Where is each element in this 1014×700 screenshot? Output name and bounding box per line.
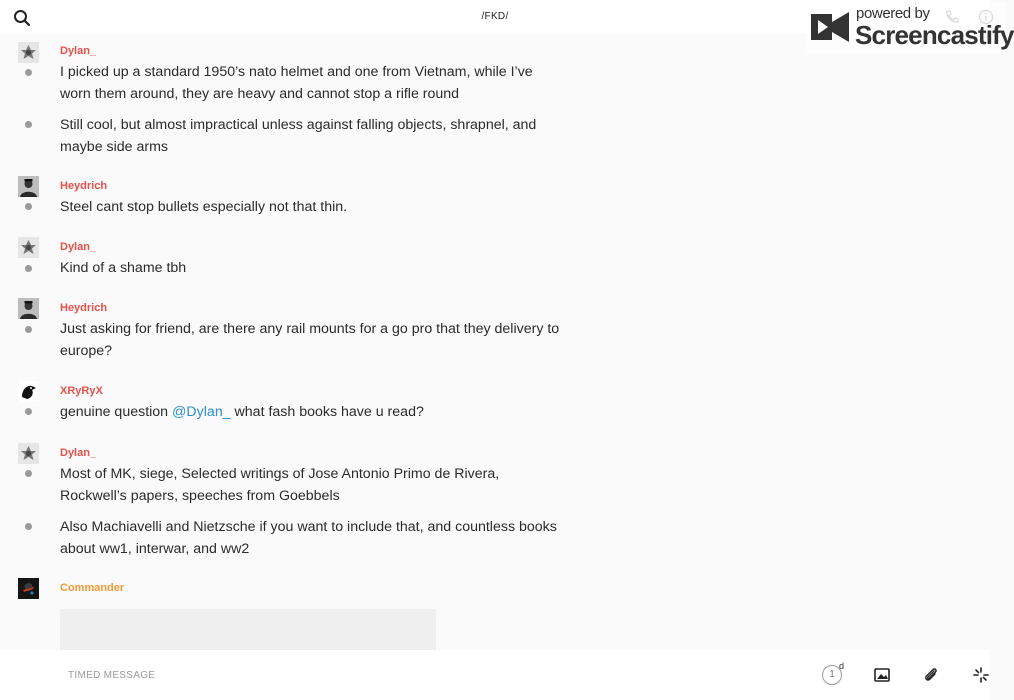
message-bullet [25,265,32,272]
emblem-avatar-icon [18,237,39,258]
message-text: Most of MK, siege, Selected writings of Jose Antonio Primo de Rivera, Rockwell’s papers, speeches from Goebbels [60,466,500,504]
message-bullet [25,470,32,477]
bird-avatar-icon [18,381,39,402]
channel-title: /FKD/ [481,11,509,22]
avatar[interactable] [18,42,39,63]
avatar[interactable] [18,176,39,197]
sparkle-icon[interactable] [972,666,990,684]
message-text: I picked up a standard 1950’s nato helmet and one from Vietnam, while I’ve worn them around, they are heavy and cannot stop a rifle round [60,64,533,102]
media-attachment-placeholder[interactable] [60,609,436,650]
message-text: Just asking for friend, are there any rail mounts for a go pro that they delivery to europe? [60,321,560,359]
message-bullet [25,203,32,210]
avatar[interactable] [18,443,39,464]
message-text [60,401,560,423]
portrait-avatar-icon [18,298,39,319]
message-bullet [25,326,32,333]
emblem-avatar-icon [18,42,39,63]
timer-button[interactable] [822,661,852,687]
message-author[interactable]: Dylan_ [60,447,97,459]
paperclip-icon[interactable] [922,666,940,684]
message-bullet [25,69,32,76]
watermark-powered-by: powered by [856,5,930,22]
avatar[interactable] [18,298,39,319]
emblem-avatar-icon [18,443,39,464]
watermark-brand: Screencastify [855,20,1014,50]
message-author[interactable]: Dylan_ [60,241,97,253]
avatar[interactable] [18,578,39,599]
image-icon[interactable] [873,666,891,684]
message-author[interactable]: Heydrich [60,180,108,192]
message-text: Still cool, but almost impractical unless against falling objects, shrapnel, and maybe side arms [60,117,537,155]
mention-link[interactable]: @Dylan_ [172,404,231,420]
dark-avatar-icon [18,578,39,599]
portrait-avatar-icon [18,176,39,197]
timer-unit: d [839,661,845,671]
message-list [0,34,990,650]
message-input[interactable] [60,664,776,686]
avatar[interactable] [18,237,39,258]
message-bullet [25,121,32,128]
message-text-after: what fash books have u read? [230,404,424,420]
message-text: Steel cant stop bullets especially not that thin. [60,199,348,215]
message-author[interactable]: XRyRyX [60,385,103,397]
message-author[interactable]: Dylan_ [60,45,97,57]
composer-bar [0,650,990,700]
avatar[interactable] [18,381,39,402]
message-text: Kind of a shame tbh [60,260,187,276]
message-author[interactable]: Heydrich [60,302,108,314]
message-bullet [25,523,32,530]
message-bullet [25,408,32,415]
message-text-before: genuine question [60,404,173,420]
timer-value: 1 [822,665,842,685]
message-author[interactable]: Commander [60,582,125,594]
message-text: Also Machiavelli and Nietzsche if you want to include that, and countless books about ww1, interwar, and ww2 [60,519,557,557]
